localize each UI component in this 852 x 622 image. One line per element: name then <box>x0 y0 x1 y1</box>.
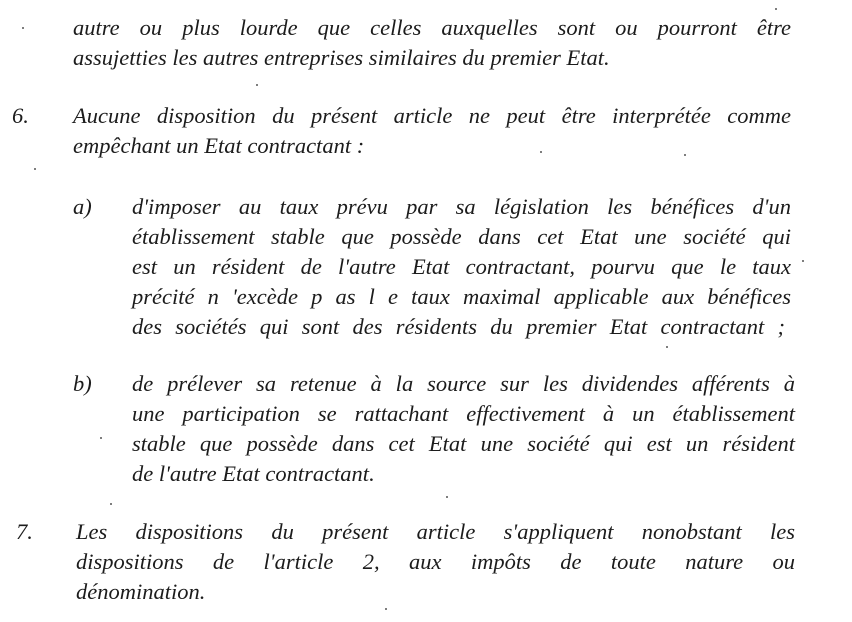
continuation-line-2: assujetties les autres entreprises similaires du premier Etat. <box>73 45 610 70</box>
paragraph-7-line-2: dispositions de l'article 2, aux impôts de toute nature ou <box>76 549 795 574</box>
scan-speck <box>775 8 777 10</box>
item-b-line-3: stable que possède dans cet Etat une société qui est un résident <box>132 431 795 456</box>
item-b-line-2: une participation se rattachant effectivement à un établissement <box>132 401 795 426</box>
paragraph-6-line-2: empêchant un Etat contractant : <box>73 133 365 158</box>
scan-speck <box>802 260 804 262</box>
item-b-line-4: de l'autre Etat contractant. <box>132 461 375 486</box>
item-b-marker: b) <box>73 371 92 396</box>
continuation-line-1: autre ou plus lourde que celles auxquelles sont ou pourront être <box>73 15 791 40</box>
scan-speck <box>385 608 387 610</box>
paragraph-7-line-3: dénomination. <box>76 579 206 604</box>
paragraph-7-line-1: Les dispositions du présent article s'appliquent nonobstant les <box>76 519 795 544</box>
scan-speck <box>256 84 258 86</box>
item-b-line-1: de prélever sa retenue à la source sur les dividendes afférents à <box>132 371 795 396</box>
scan-speck <box>100 437 102 439</box>
paragraph-7-number: 7. <box>16 519 33 544</box>
item-a-line-2: établissement stable que possède dans cet Etat une société qui <box>132 224 791 249</box>
paragraph-6-number: 6. <box>12 103 29 128</box>
scan-speck <box>446 496 448 498</box>
scan-speck <box>22 27 24 29</box>
scan-speck <box>34 168 36 170</box>
item-a-line-1: d'imposer au taux prévu par sa législation les bénéfices d'un <box>132 194 791 219</box>
scan-speck <box>666 346 668 348</box>
item-a-line-4: précité n 'excède p as l e taux maximal applicable aux bénéfices <box>132 284 791 309</box>
scan-speck <box>540 151 542 153</box>
scan-speck <box>110 503 112 505</box>
item-a-marker: a) <box>73 194 92 219</box>
item-a-line-5: des sociétés qui sont des résidents du premier Etat contractant ; <box>132 314 785 339</box>
item-a-line-3: est un résident de l'autre Etat contractant, pourvu que le taux <box>132 254 791 279</box>
paragraph-6-line-1: Aucune disposition du présent article ne peut être interprétée comme <box>73 103 791 128</box>
scan-speck <box>684 154 686 156</box>
